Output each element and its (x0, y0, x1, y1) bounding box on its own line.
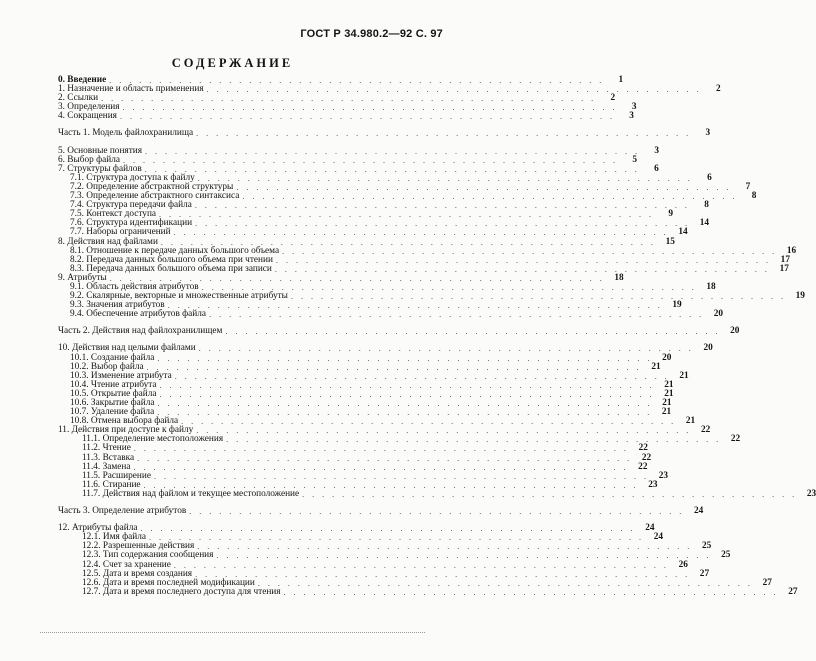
toc-entry-page: 24 (653, 532, 664, 543)
toc-entry-label: 8.1. Отношение к передаче данных большого объема (70, 245, 280, 256)
toc-entry-label: 8.3. Передача данных большого объема при записи (70, 263, 272, 274)
toc-entry-label: 5. Основные понятия (58, 145, 143, 156)
toc-leader-dots: . . . . . . . . . . . . . . . . . . . . . . . . . . . . . . . . . . . . . . . . . . . . . . . . . . (282, 246, 778, 256)
toc-entry-label: 11.4. Замена (82, 461, 131, 472)
toc-entry-label: 9.1. Область действия атрибутов (70, 281, 199, 292)
toc-entry-label: 11.1. Определение местоположения (82, 434, 224, 445)
toc-entry-page: 21 (661, 407, 672, 418)
toc-leader-dots: . . . . . . . . . . . . . . . . . . . . . . . . . . . . . . . . . . . . . . . . . . . . . . . . . . (194, 201, 690, 211)
toc-leader-dots: . . . . . . . . . . . . . . . . . . . . . . . . . . . . . . . . . . . . . . . . . . . . . . . . . . (196, 426, 692, 436)
toc-entry-page: 8 (704, 200, 709, 211)
toc-entry-label: 7.6. Структура идентификации (70, 218, 193, 229)
toc-leader-dots: . . . . . . . . . . . . . . . . . . . . . . . . . . . . . . . . . . . . . . . . . . . . . . . . . . (159, 210, 655, 220)
toc-leader-dots: . . . . . . . . . . . . . . . . . . . . . . . . . . . . . . . . . . . . . . . . . . . . . . . . . . (236, 182, 732, 192)
toc-leader-dots: . . . . . . . . . . . . . . . . . . . . . . . . . . . . . . . . . . . . . . . . . . . . . . . . . . (122, 103, 618, 113)
toc-entry-page: 3 (629, 111, 634, 122)
toc-entry-page: 17 (779, 263, 789, 274)
toc-entry-label: Часть 2. Действия над файлохранилищем (58, 326, 223, 337)
toc-leader-dots: . . . . . . . . . . . . . . . . . . . . . . . . . . . . . . . . . . . . . . . . . . . . . . . . . . (149, 533, 645, 543)
toc-entry-label: Часть 3. Определение атрибутов (58, 506, 187, 517)
toc-entry-label: 11. Действия при доступе к файлу (58, 425, 194, 436)
toc-leader-dots: . . . . . . . . . . . . . . . . . . . . . . . . . . . . . . . . . . . . . . . . . . . . . . . . . . (242, 192, 738, 202)
toc-entry-label: 11.3. Вставка (82, 452, 135, 463)
toc-entry-page: 27 (699, 568, 710, 579)
toc-leader-dots: . . . . . . . . . . . . . . . . . . . . . . . . . . . . . . . . . . . . . . . . . . . . . . . . . . (101, 94, 597, 104)
toc-entry-page: 1 (618, 75, 624, 85)
toc-entry-label: 7.2. Определение абстрактной структуры (70, 181, 234, 192)
toc-leader-dots: . . . . . . . . . . . . . . . . . . . . . . . . . . . . . . . . . . . . . . . . . . . . . . . . . . (153, 471, 649, 481)
toc-entry-label: 10.1. Создание файла (70, 352, 155, 363)
toc-leader-dots: . . . . . . . . . . . . . . . . . . . . . . . . . . . . . . . . . . . . . . . . . . . . . . . . . . (146, 362, 642, 372)
toc-entry-label: 7.1. Структура доступа к файлу (70, 172, 195, 183)
toc-entry (58, 326, 740, 337)
toc-entry-label: 10.7. Удаление файла (70, 407, 155, 418)
toc-entry-label: Часть 1. Модель файлохранилища (58, 128, 194, 139)
toc-entry-page: 23 (806, 488, 816, 499)
toc-leader-dots: . . . . . . . . . . . . . . . . . . . . . . . . . . . . . . . . . . . . . . . . . . . . . . . . . . (302, 489, 798, 499)
toc-entry-page: 27 (788, 586, 798, 597)
toc-entry-label: 9.4. Обеспечение атрибутов файла (70, 309, 207, 320)
toc-entry-label: 6. Выбор файла (58, 154, 120, 165)
toc-leader-dots: . . . . . . . . . . . . . . . . . . . . . . . . . . . . . . . . . . . . . . . . . . . . . . . . . . (140, 524, 636, 534)
toc-leader-dots: . . . . . . . . . . . . . . . . . . . . . . . . . . . . . . . . . . . . . . . . . . . . . . . . . . (195, 569, 691, 579)
toc-entry-label: 0. Введение (58, 75, 107, 85)
toc-leader-dots: . . . . . . . . . . . . . . . . . . . . . . . . . . . . . . . . . . . . . . . . . . . . . . . . . . (137, 453, 633, 463)
toc-entry (58, 84, 721, 95)
table-of-contents (58, 75, 816, 597)
toc-leader-dots: . . . . . . . . . . . . . . . . . . . . . . . . . . . . . . . . . . . . . . . . . . . . . . . . . . (157, 408, 653, 418)
toc-entry-page: 16 (786, 245, 797, 256)
toc-entry (58, 488, 816, 499)
toc-leader-dots: . . . . . . . . . . . . . . . . . . . . . . . . . . . . . . . . . . . . . . . . . . . . . . . . . . (275, 255, 771, 265)
toc-entry-label: 7.3. Определение абстрактного синтаксиса (70, 191, 240, 202)
toc-entry-page: 20 (662, 352, 672, 363)
toc-entry-label: 10. Действия над целыми файлами (58, 343, 196, 354)
toc-leader-dots: . . . . . . . . . . . . . . . . . . . . . . . . . . . . . . . . . . . . . . . . . . . . . . . . . . (274, 264, 770, 274)
toc-entry-page: 23 (658, 470, 668, 481)
toc-entry-label: 11.7. Действия над файлом и текущее местоположение (82, 488, 300, 499)
toc-entry-label: 12.2. Разрешенные действия (82, 541, 195, 552)
toc-entry-page: 22 (700, 425, 711, 436)
toc-entry-page: 8 (751, 191, 757, 202)
toc-leader-dots: . . . . . . . . . . . . . . . . . . . . . . . . . . . . . . . . . . . . . . . . . . . . . . . . . . (174, 371, 670, 381)
toc-entry-page: 15 (665, 236, 675, 247)
toc-entry-label: 12.5. Дата и время создания (82, 568, 193, 579)
toc-leader-dots: . . . . . . . . . . . . . . . . . . . . . . . . . . . . . . . . . . . . . . . . . . . . . . . . . . (119, 112, 615, 122)
toc-leader-dots: . . . . . . . . . . . . . . . . . . . . . . . . . . . . . . . . . . . . . . . . . . . . . . . . . . (216, 551, 712, 561)
toc-leader-dots: . . . . . . . . . . . . . . . . . . . . . . . . . . . . . . . . . . . . . . . . . . . . . . . . . . (167, 301, 663, 311)
toc-leader-dots: . . . . . . . . . . . . . . . . . . . . . . . . . . . . . . . . . . . . . . . . . . . . . . . . . . (173, 228, 669, 238)
toc-entry-label: 11.5. Расширение (82, 470, 151, 481)
toc-leader-dots: . . . . . . . . . . . . . . . . . . . . . . . . . . . . . . . . . . . . . . . . . . . . . . . . . . (109, 273, 605, 283)
toc-leader-dots: . . . . . . . . . . . . . . . . . . . . . . . . . . . . . . . . . . . . . . . . . . . . . . . . . . (195, 219, 691, 229)
toc-entry (58, 309, 724, 320)
toc-entry-label: 12.3. Тип содержания сообщения (82, 550, 214, 561)
page-bottom-divider (40, 632, 425, 633)
toc-entry-label: 7. Структуры файлов (58, 163, 142, 174)
toc-entry-page: 22 (730, 434, 741, 445)
toc-entry-page: 20 (703, 343, 713, 354)
toc-entry-label: 9. Атрибуты (58, 272, 107, 283)
toc-entry-page: 14 (699, 218, 710, 229)
toc-leader-dots: . . . . . . . . . . . . . . . . . . . . . . . . . . . . . . . . . . . . . . . . . . . . . . . . . . (226, 435, 722, 445)
toc-entry-label: 7.4. Структура передачи файла (70, 200, 192, 211)
toc-entry-label: 10.5. Открытие файла (70, 388, 157, 399)
toc-leader-dots: . . . . . . . . . . . . . . . . . . . . . . . . . . . . . . . . . . . . . . . . . . . . . . . . . . (143, 480, 639, 490)
toc-leader-dots: . . . . . . . . . . . . . . . . . . . . . . . . . . . . . . . . . . . . . . . . . . . . . . . . . . (159, 389, 655, 399)
toc-entry-page: 5 (632, 154, 637, 165)
toc-entry-label: 11.6. Стирание (82, 479, 141, 490)
page-header: ГОСТ Р 34.980.2—92 С. 97 (300, 28, 443, 40)
toc-entry-page: 9 (668, 209, 674, 220)
toc-entry (58, 111, 634, 122)
toc-leader-dots: . . . . . . . . . . . . . . . . . . . . . . . . . . . . . . . . . . . . . . . . . . . . . . . . . . (133, 444, 629, 454)
toc-entry (58, 506, 704, 517)
toc-leader-dots: . . . . . . . . . . . . . . . . . . . . . . . . . . . . . . . . . . . . . . . . . . . . . . . . . . (257, 578, 753, 588)
toc-leader-dots: . . . . . . . . . . . . . . . . . . . . . . . . . . . . . . . . . . . . . . . . . . . . . . . . . . (123, 155, 618, 165)
toc-entry-label: 2. Ссылки (58, 93, 99, 104)
toc-entry-page: 6 (654, 163, 659, 174)
toc-entry-page: 20 (730, 326, 740, 337)
toc-leader-dots: . . . . . . . . . . . . . . . . . . . . . . . . . . . . . . . . . . . . . . . . . . . . . . . . . . (160, 237, 656, 247)
toc-entry-page: 22 (638, 443, 648, 454)
toc-leader-dots: . . . . . . . . . . . . . . . . . . . . . . . . . . . . . . . . . . . . . . . . . . . . . . . . . . (197, 542, 693, 552)
toc-entry-page: 19 (672, 300, 682, 311)
toc-entry-page: 14 (678, 227, 688, 238)
toc-entry-page: 7 (745, 181, 751, 192)
toc-entry-page: 21 (664, 388, 674, 399)
toc-leader-dots: . . . . . . . . . . . . . . . . . . . . . . . . . . . . . . . . . . . . . . . . . . . . . . . . . . (201, 282, 697, 292)
toc-leader-dots: . . . . . . . . . . . . . . . . . . . . . . . . . . . . . . . . . . . . . . . . . . . . . . . . . . (159, 380, 655, 390)
toc-entry-page: 20 (713, 309, 724, 320)
toc-entry-page: 24 (645, 523, 655, 534)
toc-leader-dots: . . . . . . . . . . . . . . . . . . . . . . . . . . . . . . . . . . . . . . . . . . . . . . . . . . (198, 344, 694, 354)
toc-entry-page: 6 (707, 172, 712, 183)
toc-entry-label: 3. Определения (58, 102, 120, 113)
toc-entry-page: 26 (678, 559, 688, 570)
toc-leader-dots: . . . . . . . . . . . . . . . . . . . . . . . . . . . . . . . . . . . . . . . . . . . . . . . . . . (133, 462, 629, 472)
toc-entry-page: 18 (706, 281, 716, 292)
toc-entry-page: 3 (654, 145, 660, 156)
toc-entry-label: 10.2. Выбор файла (70, 361, 144, 372)
toc-leader-dots: . . . . . . . . . . . . . . . . . . . . . . . . . . . . . . . . . . . . . . . . . . . . . . . . . . (181, 417, 677, 427)
toc-entry-label: 12.1. Имя файла (82, 532, 147, 543)
toc-entry-page: 25 (701, 541, 712, 552)
toc-entry-page: 3 (705, 128, 711, 139)
toc-entry-page: 2 (610, 93, 616, 104)
toc-leader-dots: . . . . . . . . . . . . . . . . . . . . . . . . . . . . . . . . . . . . . . . . . . . . . . . . . . (196, 129, 692, 139)
toc-entry-label: 7.7. Наборы ограничений (70, 227, 171, 238)
toc-entry-label: 12.6. Дата и время последней модификации (82, 577, 255, 588)
toc-entry-page: 2 (716, 84, 721, 95)
toc-entry-page: 22 (638, 461, 648, 472)
toc-entry-label: 8.2. Передача данных большого объема при чтении (70, 254, 273, 265)
toc-leader-dots: . . . . . . . . . . . . . . . . . . . . . . . . . . . . . . . . . . . . . . . . . . . . . . . . . . (206, 85, 702, 95)
toc-entry-page: 21 (685, 416, 696, 427)
toc-leader-dots: . . . . . . . . . . . . . . . . . . . . . . . . . . . . . . . . . . . . . . . . . . . . . . . . . . (157, 353, 653, 363)
toc-entry-label: 10.3. Изменение атрибута (70, 370, 172, 381)
toc-leader-dots: . . . . . . . . . . . . . . . . . . . . . . . . . . . . . . . . . . . . . . . . . . . . . . . . . . (144, 164, 640, 174)
toc-entry (58, 263, 789, 274)
toc-leader-dots: . . . . . . . . . . . . . . . . . . . . . . . . . . . . . . . . . . . . . . . . . . . . . . . . . . (189, 507, 685, 517)
toc-entry-page: 23 (648, 479, 658, 490)
toc-leader-dots: . . . . . . . . . . . . . . . . . . . . . . . . . . . . . . . . . . . . . . . . . . . . . . . . . . (173, 560, 669, 570)
toc-entry (58, 128, 711, 139)
toc-entry-label: 10.6. Закрытие файла (70, 398, 155, 408)
toc-entry-page: 21 (679, 370, 689, 381)
toc-leader-dots: . . . . . . . . . . . . . . . . . . . . . . . . . . . . . . . . . . . . . . . . . . . . . . . . . . (283, 587, 779, 597)
toc-entry-label: 9.2. Скалярные, векторные и множественные атрибуты (70, 291, 288, 302)
toc-entry (58, 586, 798, 597)
toc-entry-page: 18 (614, 272, 624, 283)
toc-entry-label: 8. Действия над файлами (58, 236, 158, 247)
toc-entry-page: 19 (795, 291, 805, 302)
toc-entry-page: 21 (662, 398, 672, 408)
toc-entry-label: 7.5. Контекст доступа (70, 209, 157, 220)
toc-leader-dots: . . . . . . . . . . . . . . . . . . . . . . . . . . . . . . . . . . . . . . . . . . . . . . . . . . (290, 292, 786, 302)
toc-leader-dots: . . . . . . . . . . . . . . . . . . . . . . . . . . . . . . . . . . . . . . . . . . . . . . . . . . (145, 146, 641, 156)
toc-entry-page: 22 (641, 452, 652, 463)
toc-entry-label: 4. Сокращения (58, 111, 117, 122)
toc-entry-page: 21 (651, 361, 661, 372)
toc-entry-page: 3 (631, 102, 637, 113)
toc-entry-page: 17 (780, 254, 790, 265)
toc-entry-page: 27 (762, 577, 772, 588)
toc-leader-dots: . . . . . . . . . . . . . . . . . . . . . . . . . . . . . . . . . . . . . . . . . . . . . . . . . . (109, 76, 605, 85)
toc-entry-label: 12. Атрибуты файла (58, 523, 138, 534)
toc-entry-label: 10.4. Чтение атрибута (70, 379, 157, 390)
toc-leader-dots: . . . . . . . . . . . . . . . . . . . . . . . . . . . . . . . . . . . . . . . . . . . . . . . . . . (157, 399, 653, 408)
toc-leader-dots: . . . . . . . . . . . . . . . . . . . . . . . . . . . . . . . . . . . . . . . . . . . . . . . . . . (197, 173, 693, 183)
toc-entry-label: 12.7. Дата и время последнего доступа для чтения (82, 586, 281, 597)
toc-entry-label: 10.8. Отмена выбора файла (70, 416, 179, 427)
toc-entry-label: 9.3. Значения атрибутов (70, 300, 165, 311)
toc-entry-label: 1. Назначение и область применения (58, 84, 204, 95)
toc-leader-dots: . . . . . . . . . . . . . . . . . . . . . . . . . . . . . . . . . . . . . . . . . . . . . . . . . . (209, 310, 705, 320)
toc-entry-page: 24 (693, 506, 704, 517)
toc-leader-dots: . . . . . . . . . . . . . . . . . . . . . . . . . . . . . . . . . . . . . . . . . . . . . . . . . . (225, 327, 721, 337)
toc-entry-page: 21 (664, 379, 674, 390)
toc-entry-label: 12.4. Счет за хранение (82, 559, 171, 570)
toc-entry-page: 25 (721, 550, 731, 561)
page-title: СОДЕРЖАНИЕ (171, 56, 294, 70)
toc-entry-label: 11.2. Чтение (82, 443, 131, 454)
